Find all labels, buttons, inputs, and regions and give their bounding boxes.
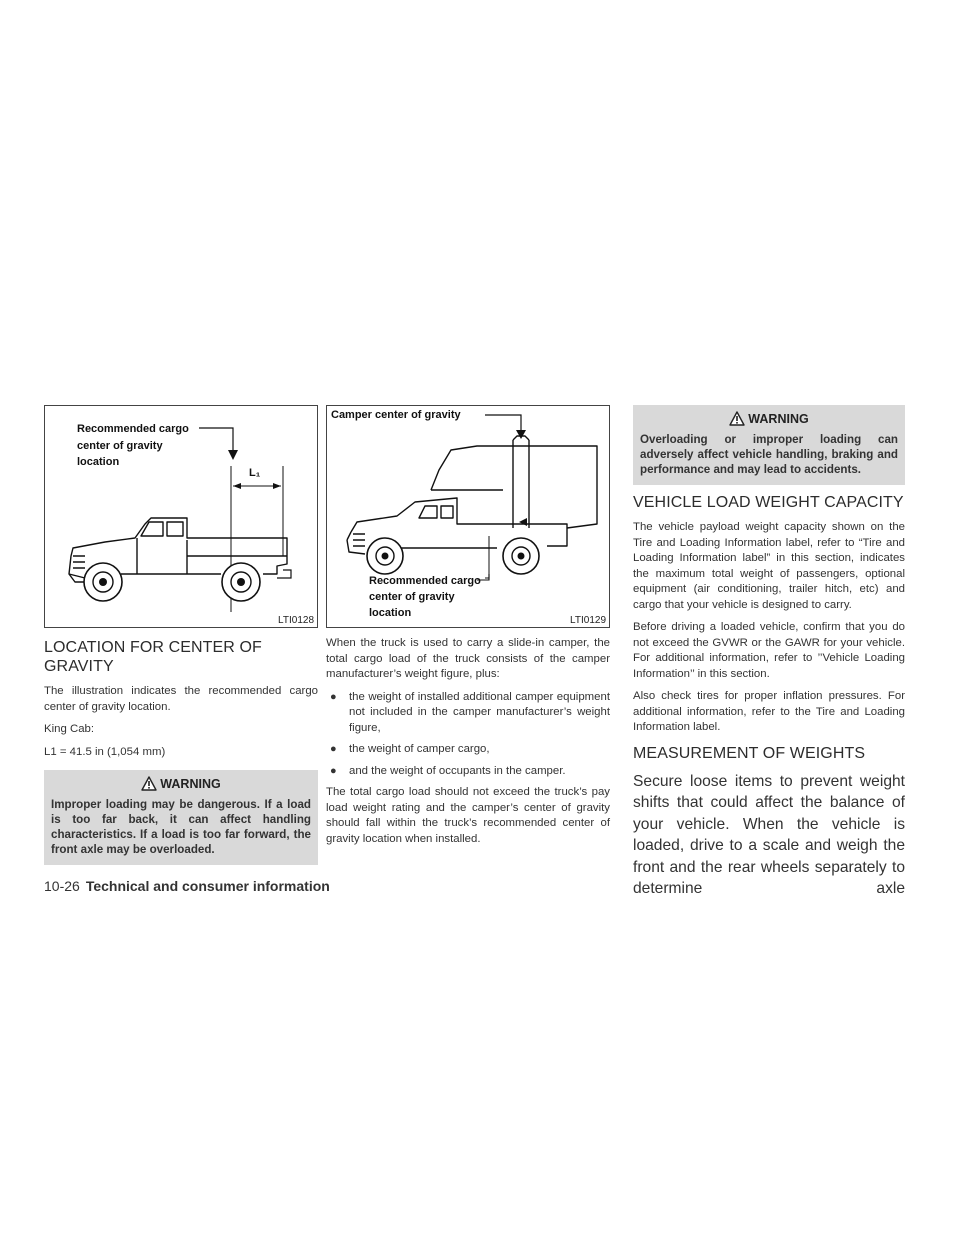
- page-footer: [44, 878, 330, 894]
- fig1-label-line3: location: [77, 456, 120, 468]
- section-heading-center-of-gravity: LOCATION FOR CENTER OF GRAVITY: [44, 639, 262, 675]
- fig2-label-line3: location: [369, 607, 412, 619]
- column-left: [44, 405, 318, 865]
- paragraph-king-cab: King Cab:: [44, 723, 95, 735]
- list-item: [326, 742, 610, 758]
- column-middle: [326, 405, 610, 854]
- warning-box-loading: [44, 770, 318, 865]
- column-right: [633, 405, 905, 900]
- figure-camper-cog: [326, 405, 610, 628]
- warning-text: Improper loading may be dangerous. If a load is too far back, it can affect handling characteristics. If a load is too far forward, the front axle may be overloaded.: [51, 798, 311, 856]
- paragraph-illustration: The illustration indicates the recommended cargo center of gravity location.: [44, 685, 318, 713]
- list-item-text: the weight of installed additional camper equipment not included in the camper manufacturer’s weight figure,: [349, 690, 610, 734]
- warning-box-overloading: [633, 405, 905, 485]
- paragraph-total-cargo-load: The total cargo load should not exceed the truck’s pay load weight rating and the camper’s center of gravity should fall within the truck’s recommended center of gravity location when installed.: [326, 786, 610, 845]
- paragraph-payload-capacity: The vehicle payload weight capacity shown on the Tire and Loading Information label, refer to “Tire and Loading Information label” in this section, indicates the maximum total weight of passengers, optional equipment (air conditioning, trailer hitch, etc) and cargo that your vehicle is designed to carry.: [633, 521, 905, 611]
- figure-pickup-cargo-cog: [44, 405, 318, 628]
- warning-title: [640, 411, 898, 426]
- warning-title-text: WARNING: [160, 776, 221, 791]
- bullet-icon: ●: [330, 743, 337, 755]
- figure-code: LTI0129: [570, 615, 606, 626]
- section-heading-measurement: MEASUREMENT OF WEIGHTS: [633, 744, 866, 762]
- paragraph-tire-pressure: Also check tires for proper inflation pressures. For additional information, refer to the Tire and Loading Information label.: [633, 690, 905, 733]
- fig1-label-line1: Recommended cargo: [77, 423, 189, 435]
- paragraph-secure-items: Secure loose items to prevent weight shifts that could affect the balance of your vehicle. When the vehicle is loaded, drive to a scale and weigh the front and the rear wheels separately to determine axle: [633, 772, 905, 897]
- camper-truck-illustration: [327, 406, 609, 627]
- bullet-icon: ●: [330, 764, 337, 777]
- warning-title-text: WARNING: [748, 411, 809, 426]
- list-item-text: the weight of camper cargo,: [349, 743, 490, 755]
- list-item: [326, 764, 610, 780]
- section-heading-load-capacity: VEHICLE LOAD WEIGHT CAPACITY: [633, 494, 904, 511]
- warning-icon: [141, 776, 157, 791]
- fig2-label-line2: center of gravity: [369, 591, 455, 603]
- list-item-text: and the weight of occupants in the camper.: [349, 764, 566, 777]
- paragraph-gvwr: Before driving a loaded vehicle, confirm that you do not exceed the GVWR or the GAWR for your vehicle. For additional information, refer to ’’Vehicle Loading Information’’ in this section.: [633, 621, 905, 680]
- warning-icon: [729, 411, 745, 426]
- bullet-list-camper-weights: [326, 690, 610, 780]
- fig2-label-camper: Camper center of gravity: [331, 409, 461, 421]
- figure-code: LTI0128: [278, 615, 314, 626]
- bullet-icon: ●: [330, 690, 337, 703]
- fig1-label-line2: center of gravity: [77, 440, 163, 452]
- page-number: 10-26: [44, 878, 80, 894]
- list-item: [326, 690, 610, 737]
- paragraph-l1-value: L1 = 41.5 in (1,054 mm): [44, 745, 166, 758]
- footer-chapter-title: Technical and consumer information: [85, 878, 330, 894]
- fig2-label-line1: Recommended cargo: [369, 575, 481, 587]
- warning-text: Overloading or improper loading can adversely affect vehicle handling, braking and performance and may lead to accidents.: [640, 433, 898, 476]
- paragraph-slide-in-camper: When the truck is used to carry a slide-in camper, the total cargo load of the truck consists of the camper manufacturer’s weight figure, plus:: [326, 637, 610, 680]
- fig1-l1-label: L₁: [249, 467, 261, 479]
- warning-title: [51, 776, 311, 791]
- pickup-truck-illustration: [45, 406, 317, 627]
